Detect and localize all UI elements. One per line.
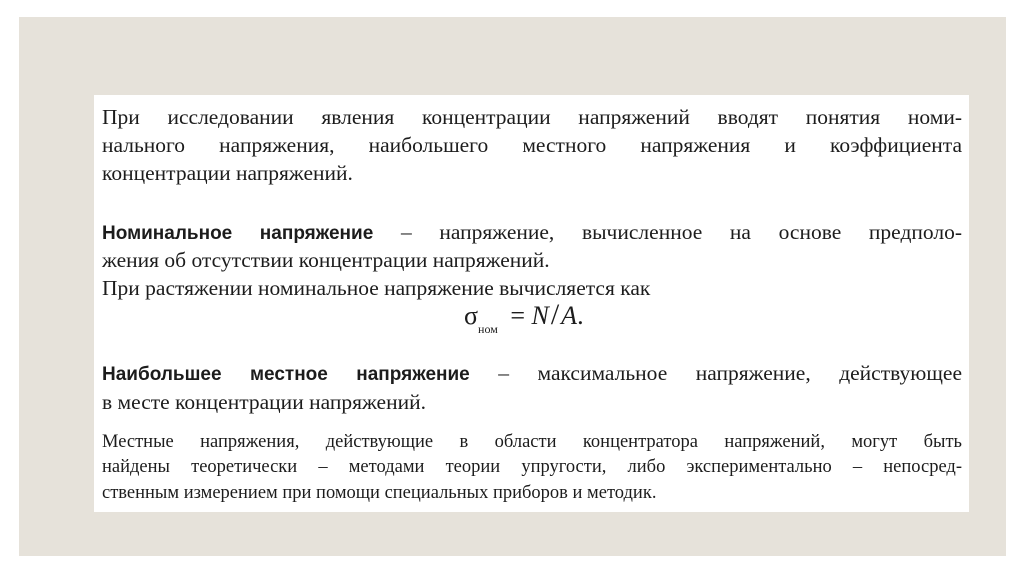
formula-subscript: ном xyxy=(478,322,498,336)
nominal-line-1 xyxy=(102,218,962,248)
intro-line-1: При исследовании явления концентрации напряжений вводят понятия номи- xyxy=(102,105,962,129)
local-line-1: Местные напряжения, действующие в области концентратора напряжений, могут быть xyxy=(102,432,962,452)
max-local-definition: – максимальное напряжение, действующее xyxy=(469,361,962,385)
formula-slash: / xyxy=(550,298,560,331)
formula-equals: = xyxy=(503,301,532,330)
nominal-term: Номинальное напряжение xyxy=(102,223,374,244)
text-page xyxy=(94,95,969,512)
formula-sigma: σ xyxy=(464,301,479,330)
local-line-3: ственным измерением при помощи специальных приборов и методик. xyxy=(102,483,657,503)
max-local-line-1 xyxy=(102,359,962,389)
nominal-stress-formula xyxy=(464,298,584,337)
slide-background xyxy=(19,17,1006,556)
max-local-line-2: в месте концентрации напряжений. xyxy=(102,390,426,414)
nominal-definition: – напряжение, вычисленное на основе предполо- xyxy=(373,220,962,244)
intro-line-3: концентрации напряжений. xyxy=(102,161,353,185)
formula-denominator: A xyxy=(561,301,578,330)
formula-numerator: N xyxy=(531,301,549,330)
nominal-line-2: жения об отсутствии концентрации напряжений. xyxy=(102,248,550,272)
nominal-line-3: При растяжении номинальное напряжение вычисляется как xyxy=(102,276,651,300)
intro-line-2: нального напряжения, наибольшего местного напряжения и коэффициента xyxy=(102,133,962,157)
local-line-2: найдены теоретически – методами теории упругости, либо экспериментально – непосред- xyxy=(102,457,962,477)
max-local-term: Наибольшее местное напряжение xyxy=(102,364,470,385)
formula-end: . xyxy=(577,301,584,330)
